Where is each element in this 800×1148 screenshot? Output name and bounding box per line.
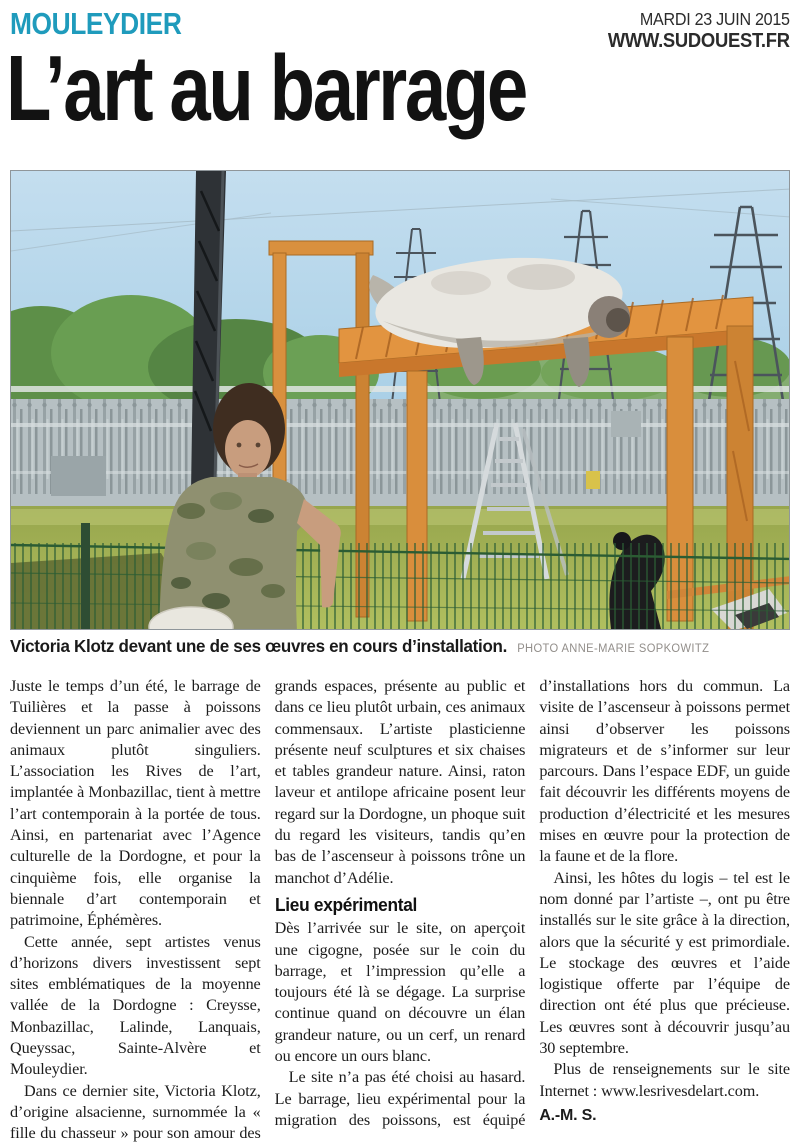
article-headline: L’art au barrage: [6, 36, 526, 140]
author-signature: A.-M. S.: [539, 1106, 597, 1124]
paragraph: Ainsi, les hôtes du logis – tel est le nom donné par l’artiste –, ont pu être installés sur le site grâce à la direction, alors que la sécurité y est primordiale. Le stockage des œuvres et l’aide logistique offerte par l’équipe de direction ont été plus que précieuse. Les œuvres sont à découvrir jusqu’au 30 septembre.: [539, 868, 790, 1058]
paragraph: Dans ce dernier site, Victoria Klotz, d’origine alsacienne, surnommée la « fille du chasseur » pour son amour des grands espaces, présente au public et dans ce lieu plutôt urbain, ces animaux commensaux. L’artiste plasticienne présente neuf sculptures et six chaises et tables grandeur nature. Ainsi, raton laveur et antilope africaine posent leur regard sur la Dordogne, un phoque suit du regard les visiteurs, tandis qu’en bas de l’ascenseur à poissons trône un manchot d’Adélie.: [10, 677, 526, 1143]
paragraph: Le site n’a pas été choisi au hasard. Le barrage, lieu expérimental pour la migration des poissons, est équipé d’installations hors du commun. La visite de l’ascenseur à poissons permet ainsi d’observer les poissons migrateurs et de s’informer sur leur parcours. Dans l’espace EDF, un guide fait découvrir les différents moyens de production d’électricité et les mesures mises en œuvre pour la protection de la faune et de la flore.: [274, 677, 790, 1129]
website-url: WWW.SUDOUEST.FR: [608, 29, 790, 52]
paragraph: Cette année, sept artistes venus d’horizons divers investissent sept sites emblématiques de la moyenne vallée de la Dordogne : Creysse, Monbazillac, Lalinde, Lanquais, Queyssac, Sainte-Alvère et Mouleydier.: [10, 932, 261, 1079]
article-body: [10, 676, 790, 1148]
photo-credit: PHOTO ANNE-MARIE SOPKOWITZ: [517, 643, 710, 655]
section-kicker: MOULEYDIER: [10, 6, 182, 41]
paragraph: Juste le temps d’un été, le barrage de Tuilières et la passe à poissons deviennent un parc animalier avec des animaux plutôt singuliers. L’association les Rives de l’art, implantée à Monbazillac, tient à mettre l’art contemporain à la portée de tous. Ainsi, en partenariat avec l’Agence culturelle de la Dordogne, et pour la cinquième fois, elle organise la biennale d’art contemporain et patrimoine, Éphémères.: [10, 677, 261, 930]
masthead-right: [608, 10, 790, 52]
paragraph: Dès l’arrivée sur le site, on aperçoit une cigogne, posée sur le coin du barrage, et l’impression qu’elle a toujours été là se dégage. La surprise continue quand on découvre un élan grandeur nature, ou un cerf, un renard ou encore un ours blanc.: [274, 919, 526, 1066]
issue-date: MARDI 23 JUIN 2015: [640, 9, 790, 29]
photo-caption: [10, 636, 776, 657]
subheading: Lieu expérimental: [274, 894, 417, 915]
article-photo: [10, 170, 790, 630]
paragraph: Plus de renseignements sur le site Internet : www.lesrivesdelart.com.: [539, 1060, 790, 1100]
photo-scene: [11, 171, 790, 630]
caption-text: Victoria Klotz devant une de ses œuvres en cours d’installation.: [10, 636, 508, 656]
